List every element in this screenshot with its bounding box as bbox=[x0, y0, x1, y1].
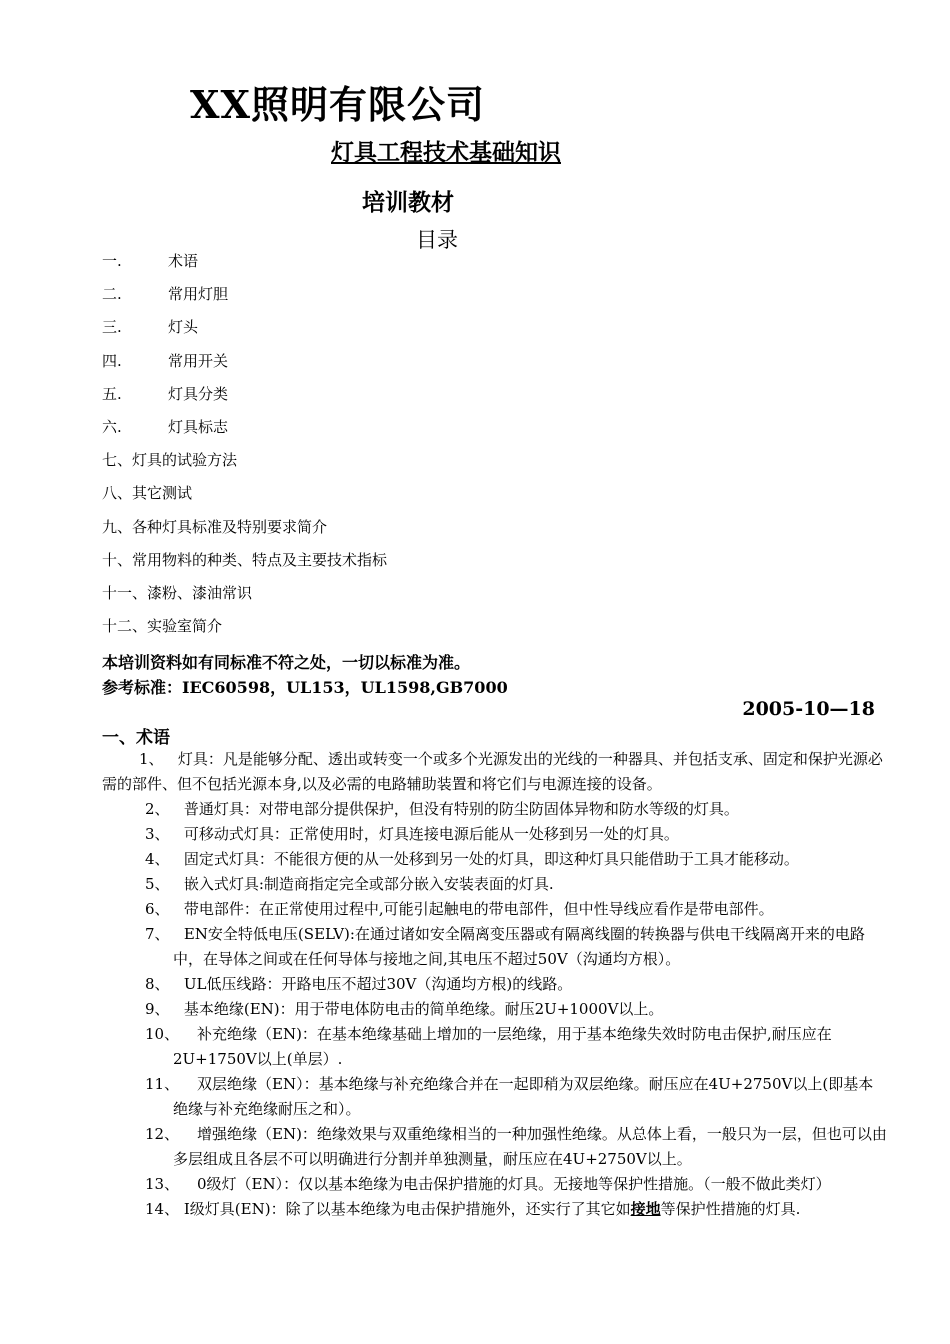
section-title: 一、术语 bbox=[102, 728, 170, 748]
definition-item: 11、 双层绝缘（EN）：基本绝缘与补充绝缘合并在一起即稍为双层绝缘。耐压应在4U+2750V以上(即基本绝缘与补充绝缘耐压之和）。 bbox=[145, 1075, 874, 1118]
toc-item: 四. 常用开关 bbox=[102, 351, 229, 370]
toc-heading: 目录 bbox=[416, 228, 458, 252]
toc-item: 一. 术语 bbox=[102, 252, 199, 270]
document-date: 2005-10—18 bbox=[742, 698, 875, 720]
definition-item: 7、 EN安全特低电压(SELV):在通过诸如安全隔离变压器或有隔离线圈的转换器与供电干线隔离开来的电路中，在导体之间或在任何导体与接地之间,其电压不超过50V（沟通均方根）。 bbox=[145, 925, 865, 968]
toc-item: 七、灯具的试验方法 bbox=[102, 451, 238, 470]
definition-item: 13、 0级灯（EN）：仅以基本绝缘为电击保护措施的灯具。无接地等保护性措施。（一般不做此类灯） bbox=[145, 1175, 831, 1193]
toc-item: 十、常用物料的种类、特点及主要技术指标 bbox=[102, 550, 388, 569]
toc-item: 八、其它测试 bbox=[102, 484, 193, 503]
toc-item: 九、各种灯具标准及特别要求简介 bbox=[102, 517, 328, 536]
toc-item: 十二、实验室简介 bbox=[102, 617, 223, 636]
toc-item: 六. 灯具标志 bbox=[102, 417, 229, 436]
definition-item: 12、 增强绝缘（EN)：绝缘效果与双重绝缘相当的一种加强性绝缘。从总体上看，一般只为一层，但也可以由多层组成且各层不可以明确进行分割并单独测量，耐压应在4U+2750V以上。 bbox=[145, 1125, 887, 1168]
toc-item: 五. 灯具分类 bbox=[102, 384, 229, 403]
table-of-contents bbox=[102, 249, 387, 647]
definition-item: 6、 带电部件：在正常使用过程中,可能引起触电的带电部件，但中性导线应看作是带电部件。 bbox=[145, 900, 774, 918]
grounding-term-link[interactable]: 接地 bbox=[630, 1200, 661, 1218]
definition-item: 10、 补充绝缘（EN)：在基本绝缘基础上增加的一层绝缘，用于基本绝缘失效时防电击保护,耐压应在2U+1750V以上(单层）. bbox=[145, 1025, 832, 1068]
definition-item: 4、 固定式灯具：不能很方便的从一处移到另一处的灯具，即这种灯具只能借助于工具才能移动。 bbox=[145, 850, 799, 868]
section-body bbox=[102, 747, 887, 1222]
disclaimer-note: 本培训资料如有同标准不符之处，一切以标准为准。 bbox=[102, 653, 471, 672]
definition-item: 2、 普通灯具：对带电部分提供保护，但没有特别的防尘防固体异物和防水等级的灯具。 bbox=[145, 800, 739, 818]
reference-standards: 参考标准：IEC60598，UL153，UL1598,GB7000 bbox=[102, 678, 508, 697]
definition-item: 3、 可移动式灯具：正常使用时，灯具连接电源后能从一处移到另一处的灯具。 bbox=[145, 825, 679, 843]
toc-item: 十一、漆粉、漆油常识 bbox=[102, 583, 253, 602]
document-subtitle-2: 培训教材 bbox=[362, 189, 454, 216]
toc-item: 三. 灯头 bbox=[102, 318, 199, 337]
definition-item: 8、 UL低压线路：开路电压不超过30V（沟通均方根)的线路。 bbox=[145, 975, 573, 993]
notes-block bbox=[102, 650, 508, 700]
definition-item: 9、 基本绝缘(EN)：用于带电体防电击的简单绝缘。耐压2U+1000V以上。 bbox=[145, 1000, 664, 1018]
definition-item: 14、 Ⅰ级灯具(EN)：除了以基本绝缘为电击保护措施外，还实行了其它如接地等保护性措施的灯具. bbox=[145, 1200, 801, 1218]
definition-item: 5、 嵌入式灯具:制造商指定完全或部分嵌入安装表面的灯具. bbox=[145, 875, 554, 893]
definition-item: 1、 灯具：凡是能够分配、透出或转变一个或多个光源发出的光线的一种器具、并包括支承、固定和保护光源必需的部件、但不包括光源本身,以及必需的电路辅助装置和将它们与电源连接的设备。 bbox=[102, 750, 883, 793]
toc-item: 二. 常用灯胆 bbox=[102, 285, 229, 304]
company-title: XX照明有限公司 bbox=[190, 82, 485, 127]
document-subtitle: 灯具工程技术基础知识 bbox=[331, 139, 561, 166]
